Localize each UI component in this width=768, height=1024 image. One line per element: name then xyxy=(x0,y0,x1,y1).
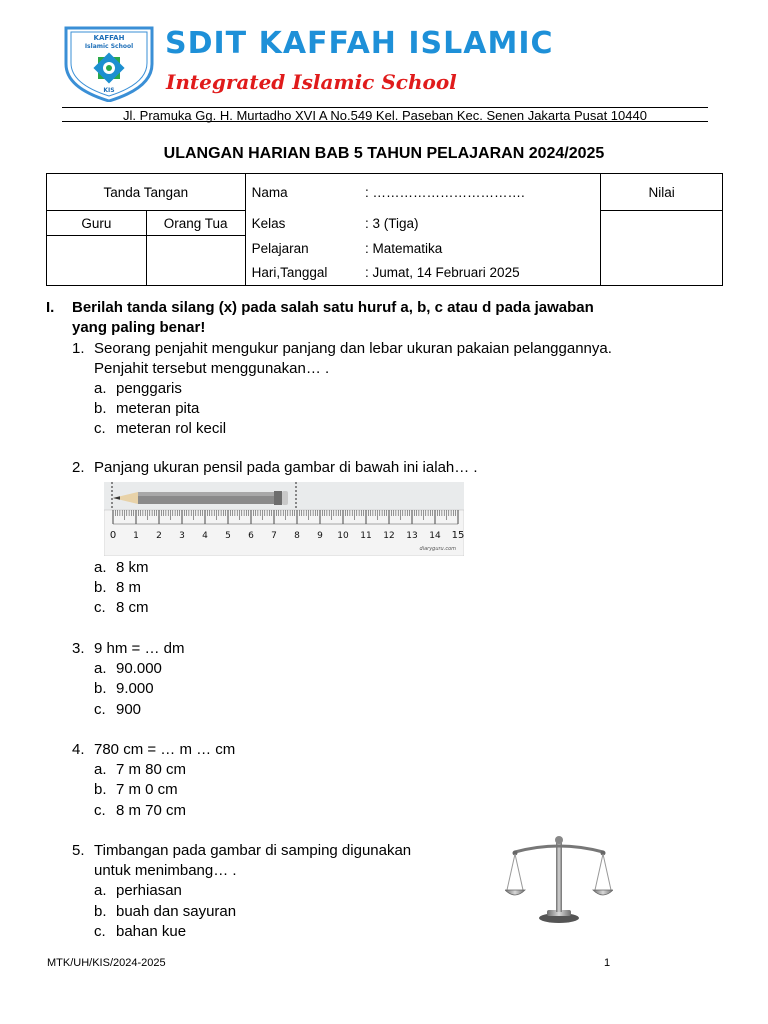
balance-scale-image xyxy=(505,826,613,928)
option-text: perhiasan xyxy=(116,882,182,899)
option-text: 8 km xyxy=(116,559,149,576)
ruler-number: 15 xyxy=(451,530,464,541)
section-number: I. xyxy=(46,299,55,316)
teacher-signature-box[interactable] xyxy=(47,236,147,286)
field-value-date: : Jumat, 14 Februari 2025 xyxy=(359,261,601,286)
parent-signature-box[interactable] xyxy=(146,236,245,286)
ruler-number: 5 xyxy=(225,531,231,541)
field-value-class: : 3 (Tiga) xyxy=(365,215,419,231)
option-letter[interactable]: c. xyxy=(94,701,106,718)
question-number: 3. xyxy=(72,640,85,657)
option-letter[interactable]: b. xyxy=(94,400,107,417)
pencil-icon xyxy=(113,491,288,505)
question-text: untuk menimbang… . xyxy=(94,862,237,879)
teacher-label: Guru xyxy=(47,211,147,236)
option-text: bahan kue xyxy=(116,923,187,940)
ruler-number: 0 xyxy=(109,530,117,541)
question-number: 2. xyxy=(72,459,85,476)
logo-text-kaffah: KAFFAH xyxy=(93,34,125,42)
field-label-date: Hari,Tanggal xyxy=(245,261,359,286)
option-text: meteran rol kecil xyxy=(116,420,227,437)
question-text: 9 hm = … dm xyxy=(94,640,185,657)
parent-label: Orang Tua xyxy=(146,211,245,236)
star-emblem-icon xyxy=(93,52,124,83)
option-letter[interactable]: c. xyxy=(94,420,106,437)
ruler-number: 9 xyxy=(317,531,323,541)
field-label-class: Kelas xyxy=(245,211,359,236)
school-logo xyxy=(62,26,156,102)
ruler-number: 1 xyxy=(133,531,139,541)
question-number: 4. xyxy=(72,741,85,758)
option-text: buah dan sayuran xyxy=(116,903,237,920)
signature-header: Tanda Tangan xyxy=(47,174,246,211)
header-divider-bottom xyxy=(62,121,708,122)
field-value-subject: : Matematika xyxy=(365,240,443,256)
option-text: 900 xyxy=(116,701,142,718)
option-text: 7 m 0 cm xyxy=(116,781,178,798)
option-letter[interactable]: c. xyxy=(94,923,106,940)
ruler-number: 12 xyxy=(383,531,395,541)
option-text: 8 m 70 cm xyxy=(116,802,187,819)
option-text: 8 m xyxy=(116,579,142,596)
option-letter[interactable]: a. xyxy=(94,882,107,899)
score-box[interactable] xyxy=(601,211,723,286)
ruler-number: 7 xyxy=(271,531,277,541)
option-text: meteran pita xyxy=(116,400,200,417)
question-text: Panjang ukuran pensil pada gambar di bawah ini ialah… . xyxy=(94,459,478,476)
school-subtitle: Integrated Islamic School xyxy=(166,70,457,94)
option-text: penggaris xyxy=(116,380,182,397)
school-address: Jl. Pramuka Gg. H. Murtadho XVI A No.549 Kel. Paseban Kec. Senen Jakarta Pusat 10440 xyxy=(123,108,647,123)
ruler-number: 4 xyxy=(202,531,208,541)
option-text: 8 cm xyxy=(116,599,149,616)
field-value-name: : ……………………………. xyxy=(359,174,601,211)
option-letter[interactable]: b. xyxy=(94,903,107,920)
ruler-number: 8 xyxy=(294,531,300,541)
ruler-number: 6 xyxy=(248,531,254,541)
option-letter[interactable]: a. xyxy=(94,559,107,576)
student-info-table xyxy=(46,173,723,286)
ruler-number: 14 xyxy=(429,531,441,541)
option-letter[interactable]: c. xyxy=(94,599,106,616)
ruler-with-pencil-image xyxy=(104,482,464,556)
footer-code: MTK/UH/KIS/2024-2025 xyxy=(47,957,166,969)
option-letter[interactable]: b. xyxy=(94,781,107,798)
ruler-number: 3 xyxy=(179,531,185,541)
option-letter[interactable]: b. xyxy=(94,579,107,596)
question-text: 780 cm = … m … cm xyxy=(94,741,236,758)
option-text: 7 m 80 cm xyxy=(116,761,187,778)
ruler-number: 2 xyxy=(156,531,162,541)
section-instruction-line1: Berilah tanda silang (x) pada salah satu huruf a, b, c atau d pada jawaban xyxy=(72,299,594,316)
balance-scale-icon xyxy=(505,836,613,923)
ruler-number: 13 xyxy=(406,531,418,541)
option-letter[interactable]: a. xyxy=(94,380,107,397)
question-text: Seorang penjahit mengukur panjang dan lebar ukuran pakaian pelanggannya. xyxy=(94,340,612,357)
school-name: SDIT KAFFAH ISLAMIC xyxy=(165,26,554,61)
question-text: Penjahit tersebut menggunakan… . xyxy=(94,360,330,377)
option-letter[interactable]: b. xyxy=(94,680,107,697)
logo-text-kis: KIS xyxy=(103,87,115,94)
logo-text-school: Islamic School xyxy=(84,43,134,50)
field-label-name: Nama xyxy=(245,174,359,211)
score-header: Nilai xyxy=(601,174,723,211)
option-text: 9.000 xyxy=(116,680,154,697)
option-letter[interactable]: c. xyxy=(94,802,106,819)
ruler-watermark: diaryguru.com xyxy=(419,546,456,552)
page-number: 1 xyxy=(604,957,611,969)
exam-title: ULANGAN HARIAN BAB 5 TAHUN PELAJARAN 2024/2025 xyxy=(163,145,605,162)
section-instruction-line2: yang paling benar! xyxy=(72,319,206,336)
question-text: Timbangan pada gambar di samping digunakan xyxy=(94,842,412,859)
question-number: 5. xyxy=(72,842,85,859)
ruler-number: 10 xyxy=(337,531,349,541)
option-letter[interactable]: a. xyxy=(94,761,107,778)
field-label-subject: Pelajaran xyxy=(245,236,359,261)
option-text: 90.000 xyxy=(116,660,162,677)
question-number: 1. xyxy=(72,340,85,357)
option-letter[interactable]: a. xyxy=(94,660,107,677)
ruler-number: 11 xyxy=(360,531,372,541)
